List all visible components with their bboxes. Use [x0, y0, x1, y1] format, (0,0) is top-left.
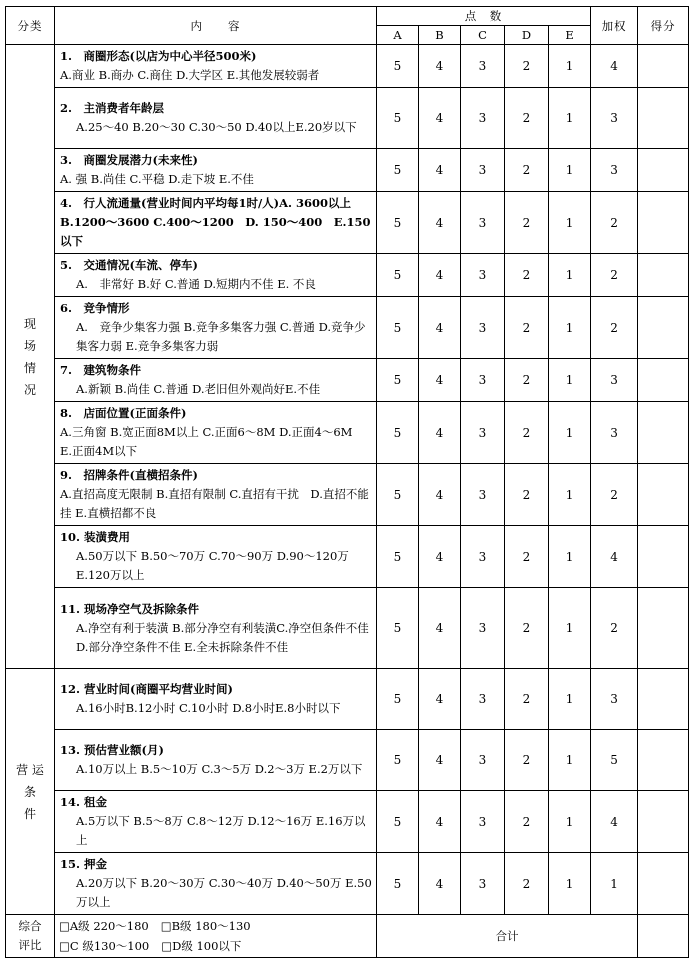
- point-c: 3: [461, 588, 505, 669]
- score-cell[interactable]: [638, 359, 689, 402]
- point-b: 4: [419, 45, 461, 88]
- point-c: 3: [461, 45, 505, 88]
- table-row: [6, 359, 689, 402]
- point-c: 3: [461, 853, 505, 915]
- table-row: [6, 45, 689, 88]
- weight-value: 5: [591, 730, 638, 791]
- weight-value: 3: [591, 149, 638, 192]
- grade-line-1: [59, 916, 372, 936]
- point-a: 5: [377, 402, 419, 464]
- score-cell[interactable]: [638, 588, 689, 669]
- point-a: 5: [377, 297, 419, 359]
- table-row: [6, 149, 689, 192]
- point-b: 4: [419, 464, 461, 526]
- point-b: 4: [419, 192, 461, 254]
- point-d: 2: [505, 853, 549, 915]
- item-content: [55, 149, 377, 192]
- item-options: A.5万以下 B.5～8万 C.8～12万 D.12～16万 E.16万以上: [76, 814, 366, 847]
- point-b: 4: [419, 588, 461, 669]
- item-content: [55, 791, 377, 853]
- point-a: 5: [377, 669, 419, 730]
- weight-value: 2: [591, 254, 638, 297]
- item-options: A. 强 B.尚佳 C.平稳 D.走下坡 E.不佳: [60, 172, 254, 186]
- header-points: 点 数: [377, 7, 591, 26]
- point-c: 3: [461, 149, 505, 192]
- table-row: [6, 192, 689, 254]
- table-row: [6, 297, 689, 359]
- point-c: 3: [461, 192, 505, 254]
- item-options: A.净空有利于装潢 B.部分净空有利装潢C.净空但条件不佳 D.部分净空条件不佳 E.全未拆除条件不佳: [76, 620, 369, 654]
- point-e: 1: [549, 730, 591, 791]
- point-e: 1: [549, 45, 591, 88]
- point-e: 1: [549, 402, 591, 464]
- point-b: 4: [419, 526, 461, 588]
- item-options: A.直招高度无限制 B.直招有限制 C.直招有干扰 D.直招不能挂 E.直横招都不良: [60, 487, 369, 520]
- total-label: 合计: [377, 915, 638, 958]
- score-cell[interactable]: [638, 464, 689, 526]
- header-level-c: C: [461, 26, 505, 45]
- header-weight: 加权: [591, 7, 638, 45]
- score-cell[interactable]: [638, 88, 689, 149]
- table-row: [6, 588, 689, 669]
- item-title: 8. 店面位置(正面条件): [60, 406, 187, 420]
- point-e: 1: [549, 791, 591, 853]
- point-a: 5: [377, 192, 419, 254]
- item-content: [55, 588, 377, 669]
- point-b: 4: [419, 88, 461, 149]
- header-level-b: B: [419, 26, 461, 45]
- score-cell[interactable]: [638, 853, 689, 915]
- table-row: [6, 791, 689, 853]
- point-e: 1: [549, 192, 591, 254]
- point-b: 4: [419, 730, 461, 791]
- item-title: 9. 招牌条件(直横招条件): [60, 468, 198, 482]
- point-a: 5: [377, 730, 419, 791]
- item-title: 13. 预估营业额(月): [60, 743, 164, 757]
- table-row: [6, 853, 689, 915]
- point-a: 5: [377, 588, 419, 669]
- header-level-e: E: [549, 26, 591, 45]
- point-d: 2: [505, 588, 549, 669]
- grade-c-checkbox[interactable]: □C 级130～100: [59, 939, 150, 953]
- point-c: 3: [461, 526, 505, 588]
- item-options: A.20万以下 B.20～30万 C.30～40万 D.40～50万 E.50万以上: [76, 876, 372, 909]
- point-c: 3: [461, 730, 505, 791]
- item-options: A.16小时B.12小时 C.10小时 D.8小时E.8小时以下: [76, 701, 341, 715]
- score-cell[interactable]: [638, 669, 689, 730]
- item-content: [55, 88, 377, 149]
- point-d: 2: [505, 45, 549, 88]
- category-site: 现 场 情 况: [6, 45, 55, 669]
- point-e: 1: [549, 526, 591, 588]
- header-row-top: [6, 7, 689, 26]
- point-b: 4: [419, 791, 461, 853]
- point-b: 4: [419, 297, 461, 359]
- summary-row: [6, 915, 689, 958]
- item-title: 12. 营业时间(商圈平均营业时间): [60, 682, 233, 696]
- store-evaluation-table: [5, 6, 689, 958]
- point-d: 2: [505, 359, 549, 402]
- point-d: 2: [505, 192, 549, 254]
- grade-checklist: [55, 915, 377, 958]
- point-d: 2: [505, 526, 549, 588]
- item-content: [55, 359, 377, 402]
- item-content: [55, 853, 377, 915]
- point-e: 1: [549, 254, 591, 297]
- point-b: 4: [419, 402, 461, 464]
- item-options: A.25～40 B.20～30 C.30～50 D.40以上E.20岁以下: [76, 120, 357, 134]
- point-e: 1: [549, 297, 591, 359]
- item-content: [55, 254, 377, 297]
- score-cell[interactable]: [638, 254, 689, 297]
- point-b: 4: [419, 359, 461, 402]
- score-cell[interactable]: [638, 149, 689, 192]
- point-c: 3: [461, 359, 505, 402]
- item-content: [55, 402, 377, 464]
- table-row: [6, 88, 689, 149]
- weight-value: 4: [591, 526, 638, 588]
- point-a: 5: [377, 464, 419, 526]
- item-title: 1. 商圈形态(以店为中心半径500米): [60, 49, 257, 63]
- point-c: 3: [461, 402, 505, 464]
- table-row: [6, 464, 689, 526]
- item-content: [55, 730, 377, 791]
- item-content: [55, 192, 377, 254]
- item-options: A.新颖 B.尚佳 C.普通 D.老旧但外观尚好E.不佳: [76, 382, 321, 396]
- item-title: 14. 租金: [60, 795, 108, 809]
- item-title: 5. 交通情况(车流、停车): [60, 258, 198, 272]
- weight-value: 3: [591, 669, 638, 730]
- point-d: 2: [505, 88, 549, 149]
- point-c: 3: [461, 88, 505, 149]
- point-a: 5: [377, 149, 419, 192]
- weight-value: 4: [591, 791, 638, 853]
- item-options: A.10万以上 B.5～10万 C.3～5万 D.2～3万 E.2万以下: [76, 762, 363, 776]
- item-options: A. 竞争少集客力强 B.竞争多集客力强 C.普通 D.竞争少集客力弱 E.竞争多集客力弱: [76, 320, 366, 353]
- grade-d-checkbox[interactable]: □D级 100以下: [161, 939, 242, 953]
- table-row: [6, 402, 689, 464]
- item-title: 3. 商圈发展潜力(未来性): [60, 153, 198, 167]
- point-d: 2: [505, 402, 549, 464]
- weight-value: 4: [591, 45, 638, 88]
- point-a: 5: [377, 359, 419, 402]
- item-title: 6. 竞争情形: [60, 301, 130, 315]
- point-a: 5: [377, 45, 419, 88]
- point-d: 2: [505, 297, 549, 359]
- score-cell[interactable]: [638, 730, 689, 791]
- item-options: A.三角窗 B.宽正面8M以上 C.正面6～8M D.正面4～6M E.正面4M以下: [60, 425, 364, 458]
- summary-label: 综合 评比: [6, 915, 55, 958]
- score-cell[interactable]: [638, 526, 689, 588]
- item-title: 10. 装潢费用: [60, 530, 131, 544]
- point-e: 1: [549, 88, 591, 149]
- item-title: 15. 押金: [60, 857, 108, 871]
- point-e: 1: [549, 359, 591, 402]
- point-e: 1: [549, 464, 591, 526]
- item-content: [55, 669, 377, 730]
- header-level-d: D: [505, 26, 549, 45]
- header-level-a: A: [377, 26, 419, 45]
- item-options: A. 非常好 B.好 C.普通 D.短期内不佳 E. 不良: [76, 277, 316, 291]
- point-c: 3: [461, 297, 505, 359]
- point-e: 1: [549, 149, 591, 192]
- weight-value: 2: [591, 297, 638, 359]
- header-category: 分类: [6, 7, 55, 45]
- item-options: A.商业 B.商办 C.商住 D.大学区 E.其他发展较弱者: [60, 68, 320, 82]
- point-b: 4: [419, 254, 461, 297]
- point-b: 4: [419, 149, 461, 192]
- table-row: [6, 254, 689, 297]
- point-a: 5: [377, 791, 419, 853]
- point-c: 3: [461, 791, 505, 853]
- point-b: 4: [419, 853, 461, 915]
- point-a: 5: [377, 526, 419, 588]
- item-content: [55, 45, 377, 88]
- item-options: A.50万以下 B.50～70万 C.70～90万 D.90～120万 E.120万以上: [76, 549, 349, 582]
- grade-b-checkbox[interactable]: □B级 180～130: [160, 919, 251, 933]
- weight-value: 3: [591, 88, 638, 149]
- weight-value: 1: [591, 853, 638, 915]
- point-c: 3: [461, 464, 505, 526]
- weight-value: 2: [591, 588, 638, 669]
- point-d: 2: [505, 149, 549, 192]
- score-cell[interactable]: [638, 45, 689, 88]
- total-score-cell[interactable]: [638, 915, 689, 958]
- grade-line-2: [59, 936, 372, 956]
- item-title: 2. 主消费者年龄层: [60, 101, 165, 115]
- score-cell[interactable]: [638, 402, 689, 464]
- point-a: 5: [377, 853, 419, 915]
- header-content: 内 容: [55, 7, 377, 45]
- score-cell[interactable]: [638, 192, 689, 254]
- weight-value: 2: [591, 464, 638, 526]
- point-d: 2: [505, 730, 549, 791]
- item-title: 4. 行人流通量(营业时间内平均每1时/人)A. 3600以上 B.1200～3600 C.400～1200 D. 150～400 E.150以下: [60, 196, 371, 248]
- point-b: 4: [419, 669, 461, 730]
- point-e: 1: [549, 853, 591, 915]
- point-c: 3: [461, 254, 505, 297]
- item-content: [55, 526, 377, 588]
- table-row: [6, 669, 689, 730]
- header-score: 得分: [638, 7, 689, 45]
- score-cell[interactable]: [638, 791, 689, 853]
- item-content: [55, 464, 377, 526]
- score-cell[interactable]: [638, 297, 689, 359]
- table-row: [6, 730, 689, 791]
- category-operation: 营 运 条 件: [6, 669, 55, 915]
- point-d: 2: [505, 791, 549, 853]
- point-d: 2: [505, 669, 549, 730]
- item-content: [55, 297, 377, 359]
- item-title: 7. 建筑物条件: [60, 363, 142, 377]
- point-e: 1: [549, 669, 591, 730]
- point-d: 2: [505, 464, 549, 526]
- weight-value: 2: [591, 192, 638, 254]
- point-e: 1: [549, 588, 591, 669]
- point-d: 2: [505, 254, 549, 297]
- item-title: 11. 现场净空气及拆除条件: [60, 601, 200, 616]
- weight-value: 3: [591, 402, 638, 464]
- grade-a-checkbox[interactable]: □A级 220～180: [59, 919, 149, 933]
- point-c: 3: [461, 669, 505, 730]
- weight-value: 3: [591, 359, 638, 402]
- table-row: [6, 526, 689, 588]
- point-a: 5: [377, 254, 419, 297]
- point-a: 5: [377, 88, 419, 149]
